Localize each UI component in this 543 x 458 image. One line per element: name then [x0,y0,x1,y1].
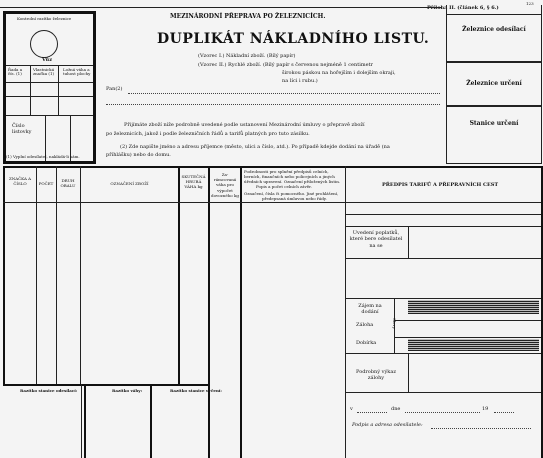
dispatch-stamp-label: Razítko stanice odesílací: [20,388,78,393]
tariff-header: PŘEDPIS TARIFŮ A PŘEPRAVNÍCH CEST [382,182,499,188]
destination-railway-label: Železnice určení [466,80,522,87]
recipient-line-1[interactable] [128,93,440,94]
col-header-count: POČET [38,181,54,186]
col-header-packaging: DRUH OBALU [60,178,76,189]
signature-label: Podpis a adresa odesílatele: [352,422,423,428]
variant-2: (Vzorec II.) Rychlé zboží. (Bílý papír s červenou nejméně 1 centimetr [198,62,373,68]
body-text-1: Přijímáte zboží níže podrobně uvedené podle ustanovení Mezinárodní úmluvy o přepravě zboží [124,122,365,128]
body-text-2: po železnicích, jakož i podle železničních řádů a tarifů platných pro tuto zásilku. [106,131,310,137]
fees-label: Uvedení poplatků, které bere odesílatel na se [349,230,403,249]
remarks-line-2: berních, finančních nebo policejních a jiných [244,174,335,179]
weight-stamp-label: Razítko váhy: [112,388,143,393]
col-series-number: Řada a čís. (1) [8,67,23,76]
variant-2-cont1: širokou páskou na hořejším i dolejším okraji, [282,70,396,76]
main-title: DUPLIKÁT NÁKLADNÍHO LISTU. [157,31,430,47]
remarks-line-4: Popis a počet celních závěr. [256,184,312,189]
destination-station-label: Stanice určení [469,120,519,127]
stamp-circle [30,30,58,58]
cod-hatch [408,339,539,351]
variant-2-cont2: na líci i rubu.) [282,78,318,84]
advance-label: Záloha [356,322,374,328]
advance-detail-label: Podrobný výkaz zálohy [356,369,396,382]
recipient-line-2[interactable] [106,104,440,105]
interest-hatch [408,300,539,314]
stamp-footnote: (1) Vyplní odesílatel, nakládá-li sám. [6,154,80,159]
sending-railway-box[interactable] [446,14,542,62]
header-title: MEZINÁRODNÍ PŘEPRAVA PO ŽELEZNICÍCH. [170,13,326,20]
recipient-label: Pan(2) [106,86,123,92]
destination-railway-box[interactable] [446,62,542,106]
page-number: 123 [526,1,534,6]
remarks-line-1: Podrobnosti pro splnění předpisů celních, [244,169,329,174]
sending-railway-label: Železnice odesílací [462,26,526,33]
control-stamp-title: Kontrolní razítko železnice [17,16,72,21]
footnote-1: (2) Zde napište jméno a adresu příjemce (město, ulici a číslo, atd.). Po případě kdejde dodání na úřadě (na [120,144,390,150]
dispatch-stamp-box[interactable] [6,384,82,458]
delivery-interest-label: Zájem na dodání [358,303,382,316]
destination-stamp-label: Razítko stanice určení: [170,388,222,393]
annex-label: Příloha II. (článek 6, § 6.) [427,5,499,11]
date-year: 19 [482,406,489,412]
date-year-line[interactable] [494,412,514,413]
col-header-description: OZNAČENÍ ZBOŽÍ [110,181,149,186]
remarks-line-5: Označení, čísla či pomocného. Jiné prohlášení, [244,191,339,196]
col-header-gross-weight: SKUTEČNÁ HRUBÁ VÁHA kg [181,174,206,190]
col-header-rated-weight: Za-rámcovaná váha pro výpočet dovozného kg [211,172,239,198]
waybill-number-label: Číslo listovky [12,123,32,135]
variant-1: (Vzorec I.) Nákladní zboží. (Bílý papír) [198,53,296,59]
destination-station-box[interactable] [446,106,542,164]
date-prefix: v [350,406,353,412]
slovy-vertical-label: Slovy [392,318,397,329]
signature-line[interactable] [431,428,531,429]
footnote-2: příhlášku) nebo do domu. [106,152,171,158]
remarks-line-3: úředních upravení. Označení přiložených listin. [244,179,341,184]
cod-label: Dobírka [356,340,377,346]
wagon-label: Vůz [42,57,53,63]
date-mid: dne [391,406,401,412]
col-load-weight: Ložná váha a tuhost plochy [63,67,91,76]
remarks-line-6: předepsaná úmluvou nebo řády. [262,196,327,201]
col-ownership: Vlastnická značka (1) [33,67,55,76]
date-day-line[interactable] [405,412,480,413]
date-place-line[interactable] [357,412,387,413]
col-header-marks: ZNAČKA A ČÍSLO [8,176,32,187]
